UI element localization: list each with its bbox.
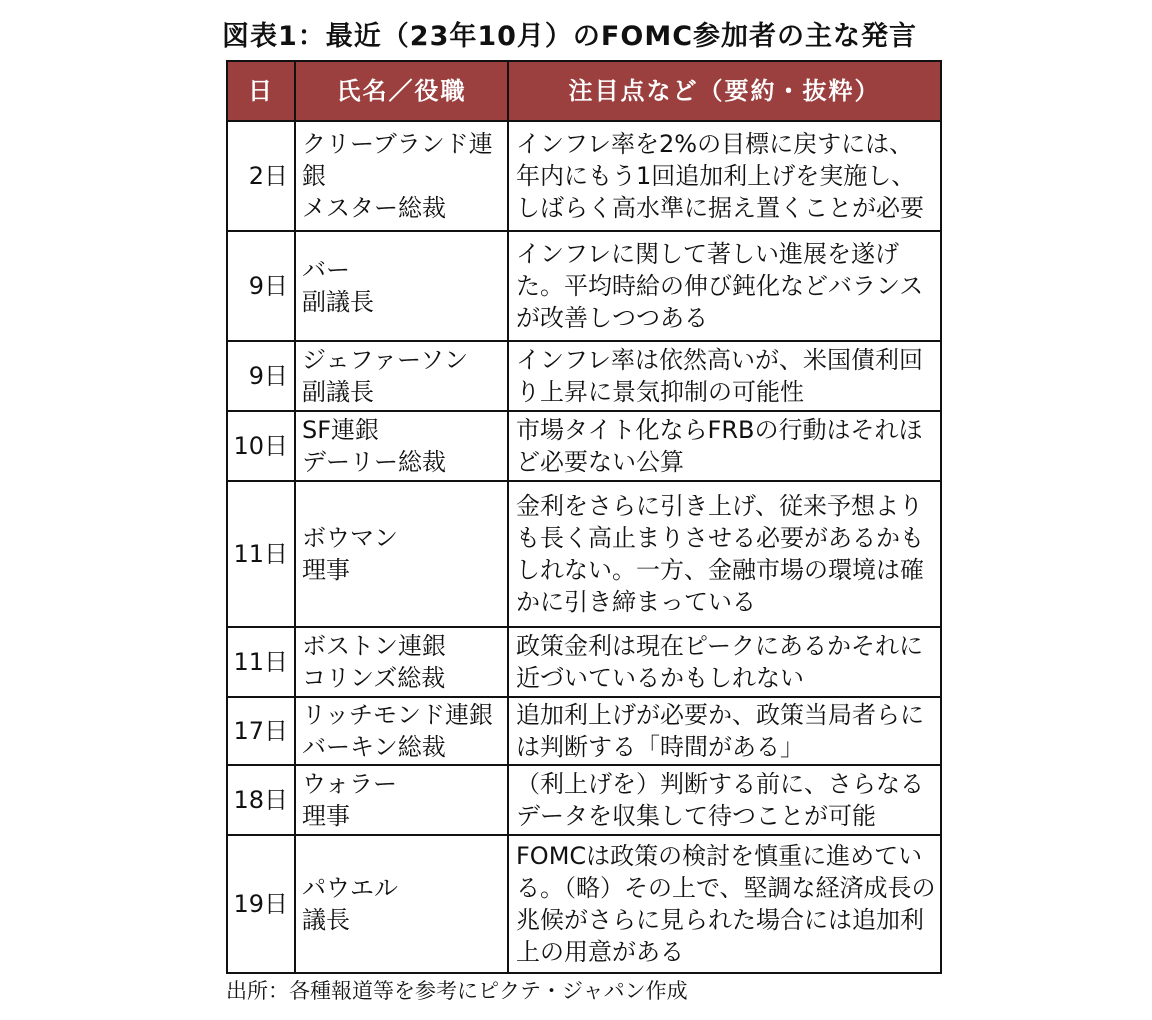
row-key-point: （利上げを）判断する前に、さらなるデータを収集して待つことが可能 (508, 765, 941, 835)
header-name-title: 氏名／役職 (295, 61, 508, 121)
source-note: 出所：各種報道等を参考にピクテ・ジャパン作成 (226, 979, 688, 1003)
row-date: 9日 (227, 231, 295, 341)
row-key-point: 金利をさらに引き上げ、従来予想よりも長く高止まりさせる必要があるかもしれない。一方、金融市場の環境は確かに引き締まっている (508, 481, 941, 627)
row-date: 9日 (227, 341, 295, 411)
row-name-title: リッチモンド連銀 バーキン総裁 (295, 697, 508, 765)
table-header-row (227, 61, 941, 121)
row-date: 19日 (227, 835, 295, 973)
row-name-title: SF連銀 デーリー総裁 (295, 411, 508, 481)
fomc-statements-table (226, 60, 942, 974)
table-row (227, 765, 941, 835)
row-key-point: インフレ率を2%の目標に戻すには、年内にもう1回追加利上げを実施し、しばらく高水準に据え置くことが必要 (508, 121, 941, 231)
row-key-point: インフレに関して著しい進展を遂げた。平均時給の伸び鈍化などバランスが改善しつつある (508, 231, 941, 341)
row-name-title: パウエル 議長 (295, 835, 508, 973)
header-key-points: 注目点など（要約・抜粋） (508, 61, 941, 121)
table-row (227, 697, 941, 765)
table-row (227, 231, 941, 341)
row-key-point: FOMCは政策の検討を慎重に進めている。（略）その上で、堅調な経済成長の兆候がさらに見られた場合には追加利上の用意がある (508, 835, 941, 973)
row-key-point: 政策金利は現在ピークにあるかそれに近づいているかもしれない (508, 627, 941, 697)
row-name-title: ウォラー 理事 (295, 765, 508, 835)
row-date: 11日 (227, 481, 295, 627)
row-date: 11日 (227, 627, 295, 697)
row-date: 10日 (227, 411, 295, 481)
row-date: 17日 (227, 697, 295, 765)
table-row (227, 481, 941, 627)
table-row (227, 627, 941, 697)
row-name-title: クリーブランド連銀 メスター総裁 (295, 121, 508, 231)
table-row (227, 341, 941, 411)
row-date: 2日 (227, 121, 295, 231)
row-name-title: ジェファーソン 副議長 (295, 341, 508, 411)
row-name-title: ボストン連銀 コリンズ総裁 (295, 627, 508, 697)
table-row (227, 121, 941, 231)
row-key-point: 追加利上げが必要か、政策当局者らには判断する「時間がある」 (508, 697, 941, 765)
row-name-title: バー 副議長 (295, 231, 508, 341)
row-key-point: インフレ率は依然高いが、米国債利回り上昇に景気抑制の可能性 (508, 341, 941, 411)
header-date: 日 (227, 61, 295, 121)
row-name-title: ボウマン 理事 (295, 481, 508, 627)
row-date: 18日 (227, 765, 295, 835)
row-key-point: 市場タイト化ならFRBの行動はそれほど必要ない公算 (508, 411, 941, 481)
table-row (227, 835, 941, 973)
figure-title: 図表1：最近（23年10月）のFOMC参加者の主な発言 (222, 21, 918, 52)
table-row (227, 411, 941, 481)
